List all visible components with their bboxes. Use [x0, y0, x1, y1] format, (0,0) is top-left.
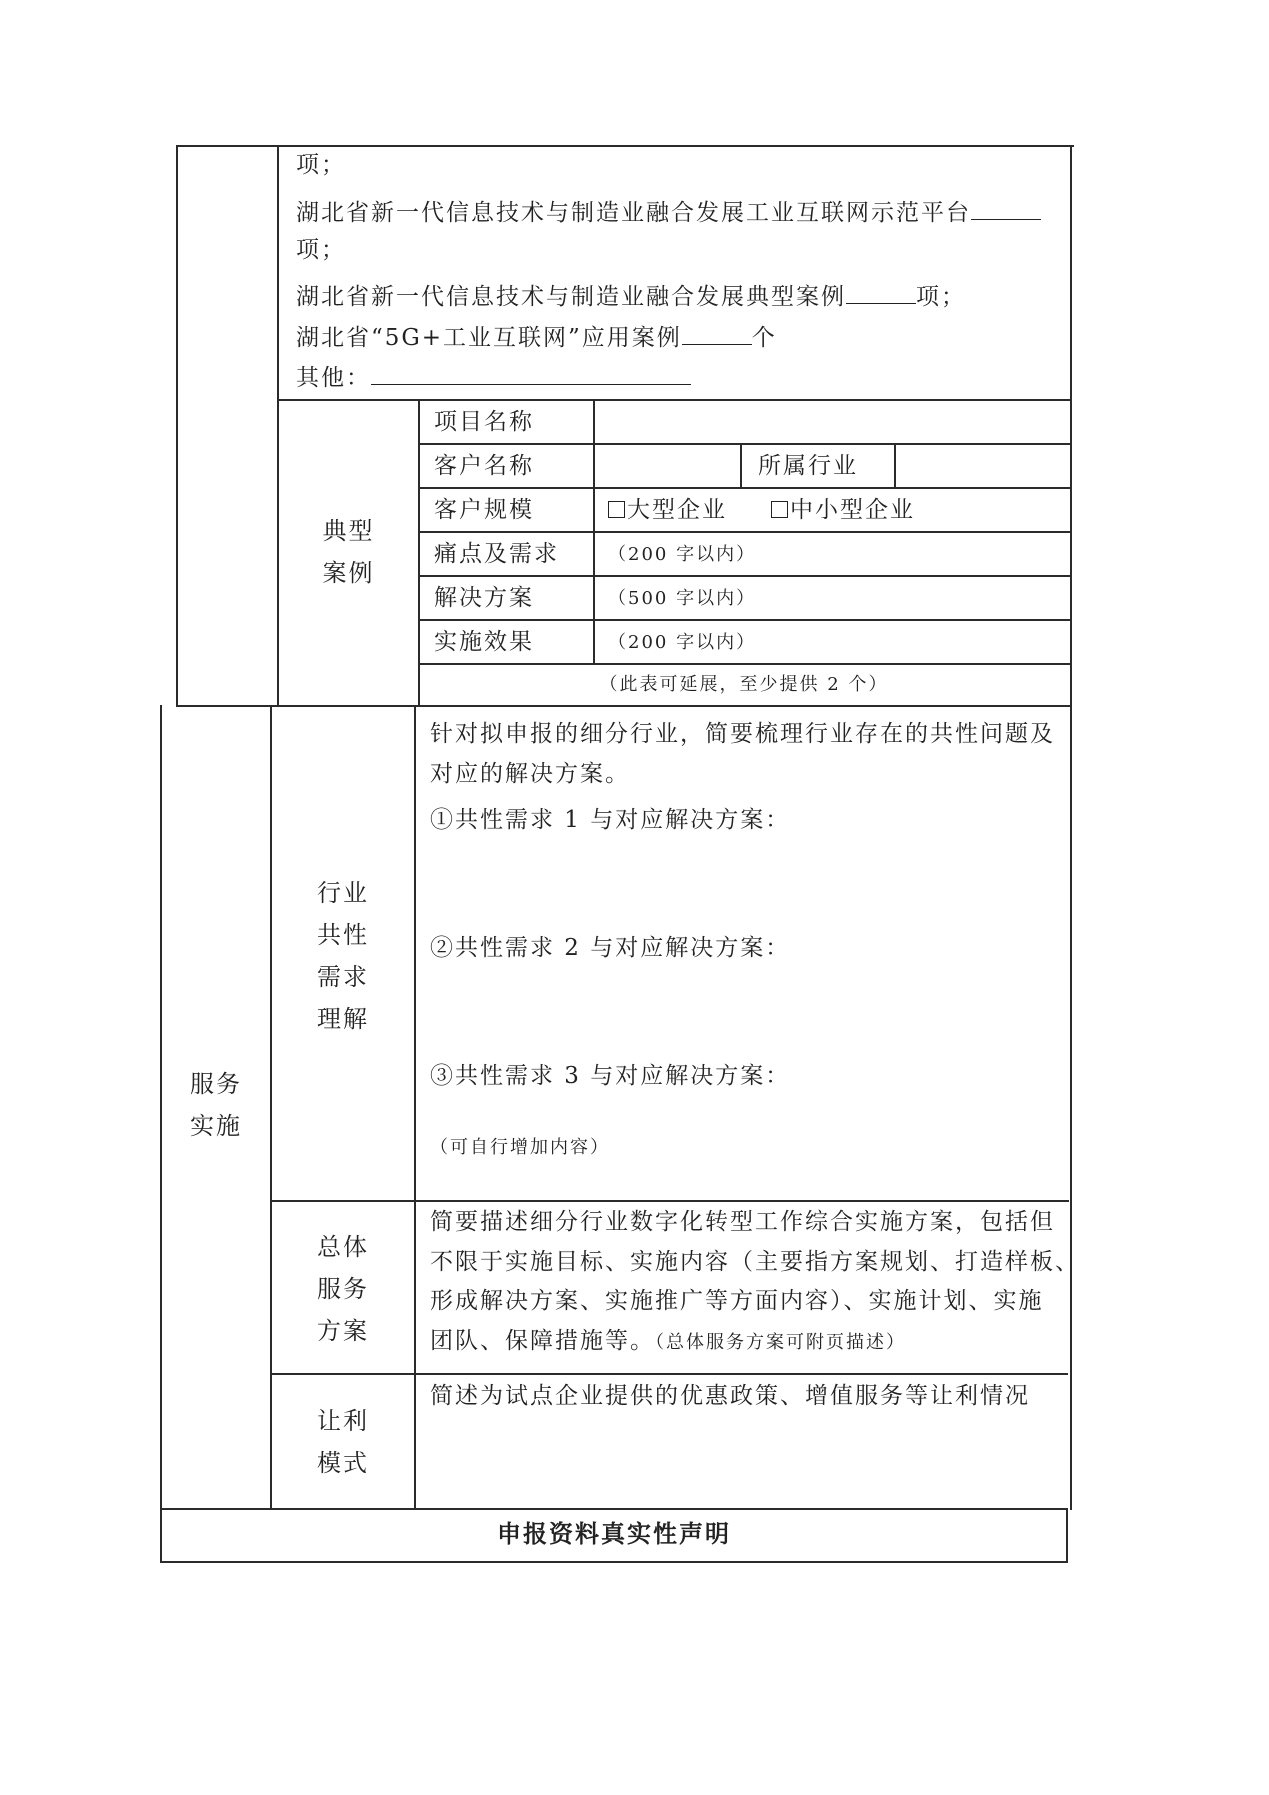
rule-right-bottom: [1066, 1508, 1068, 1563]
rule-col5: [740, 443, 742, 489]
rule-top: [176, 145, 1074, 147]
effect-hint: （200 字以内）: [608, 632, 757, 653]
scale-large-label: 大型企业: [627, 497, 727, 523]
row-customer-name: 客户名称: [434, 453, 534, 479]
plan-line-1: 简要描述细分行业数字化转型工作综合实施方案，包括但: [430, 1209, 1055, 1235]
fill-blank[interactable]: [971, 199, 1041, 220]
rule-row: [418, 531, 1071, 533]
overall-plan-label-2: 服务: [317, 1275, 369, 1303]
industry-needs-label-3: 需求: [317, 963, 369, 991]
scale-sme-label: 中小型企业: [790, 497, 915, 523]
rule-row: [418, 575, 1071, 577]
fill-blank[interactable]: [371, 364, 691, 385]
rule-col3: [418, 399, 420, 707]
rule-row: [418, 663, 1071, 665]
cont-line-6-text: 其他：: [296, 365, 371, 391]
industry-needs-label-4: 理解: [317, 1005, 369, 1033]
row-project-name: 项目名称: [434, 409, 534, 435]
overall-plan-label-1: 总体: [317, 1233, 369, 1261]
fill-blank[interactable]: [682, 324, 752, 345]
cont-line-4-text: 湖北省新一代信息技术与制造业融合发展典型案例: [296, 284, 846, 310]
cont-line-4-unit: 项；: [916, 284, 966, 310]
overall-plan-label: [272, 1226, 414, 1352]
checkbox-sme[interactable]: [771, 501, 788, 518]
industry-needs-label-2: 共性: [317, 921, 369, 949]
industry-needs-label: [272, 872, 414, 1040]
typical-case-label-1: 典型: [322, 517, 375, 545]
rule-case-top: [277, 399, 1071, 401]
rule-col3-lower: [414, 705, 416, 1510]
needs-add-note: （可自行增加内容）: [430, 1137, 610, 1158]
row-customer-scale: 客户规模: [434, 497, 534, 523]
profit-model-label-2: 模式: [317, 1449, 369, 1477]
need-3: ③共性需求 3 与对应解决方案：: [430, 1063, 791, 1089]
checkbox-large[interactable]: [608, 501, 625, 518]
need-1: ①共性需求 1 与对应解决方案：: [430, 807, 791, 833]
row-effect: 实施效果: [434, 629, 534, 655]
rule-bottom: [160, 1561, 1068, 1563]
profit-model-label-1: 让利: [317, 1407, 369, 1435]
rule-right: [1070, 145, 1072, 1510]
rule-col2: [277, 145, 279, 707]
service-label: [162, 1063, 270, 1147]
cont-line-2: [296, 198, 1041, 228]
rule-col4: [593, 399, 595, 665]
rule-case-bottom: [176, 705, 1071, 707]
rule-col2-lower: [270, 705, 272, 1510]
cont-line-1: 项；: [296, 152, 346, 178]
rule-service-bottom: [160, 1508, 1068, 1510]
scale-large-option[interactable]: [608, 495, 727, 525]
typical-case-label: [279, 510, 418, 594]
cont-line-5-unit: 个: [751, 325, 777, 351]
profit-model-label: [272, 1400, 414, 1484]
row-pain-points: 痛点及需求: [434, 541, 559, 567]
rule-row: [418, 487, 1071, 489]
typical-case-label-2: 案例: [322, 559, 375, 587]
profit-model-text: 简述为试点企业提供的优惠政策、增值服务等让利情况: [430, 1383, 1030, 1409]
cont-line-3: 项；: [296, 237, 346, 263]
plan-line-4-text: 团队、保障措施等。: [430, 1328, 655, 1354]
cont-line-4: [296, 282, 966, 312]
overall-plan-label-3: 方案: [317, 1317, 369, 1345]
plan-line-2: 不限于实施目标、实施内容（主要指方案规划、打造样板、: [430, 1249, 1080, 1275]
solution-hint: （500 字以内）: [608, 588, 757, 609]
row-industry: 所属行业: [758, 453, 858, 479]
rule-plan-bottom: [270, 1373, 1068, 1375]
rule-left-upper: [176, 145, 178, 707]
plan-line-4-note: （总体服务方案可附页描述）: [655, 1332, 906, 1353]
rule-needs-bottom: [272, 1200, 1069, 1202]
cont-line-2-text: 湖北省新一代信息技术与制造业融合发展工业互联网示范平台: [296, 200, 971, 226]
rule-col6: [894, 443, 896, 489]
rule-row: [418, 443, 1071, 445]
cont-line-5-text: 湖北省“5G+工业互联网”应用案例: [296, 325, 682, 351]
fill-blank[interactable]: [846, 283, 916, 304]
plan-line-3: 形成解决方案、实施推广等方面内容）、实施计划、实施: [430, 1288, 1044, 1314]
industry-needs-label-1: 行业: [317, 879, 369, 907]
scale-sme-option[interactable]: [771, 495, 915, 525]
need-2: ②共性需求 2 与对应解决方案：: [430, 935, 791, 961]
service-label-1: 服务: [190, 1070, 242, 1098]
needs-intro-2: 对应的解决方案。: [430, 761, 630, 787]
plan-line-4: [430, 1326, 906, 1358]
service-label-2: 实施: [190, 1112, 242, 1140]
pain-points-hint: （200 字以内）: [608, 544, 757, 565]
needs-intro-1: 针对拟申报的细分行业，简要梳理行业存在的共性问题及: [430, 721, 1055, 747]
declaration-title: 申报资料真实性声明: [497, 1520, 731, 1548]
rule-row: [418, 619, 1071, 621]
row-solution: 解决方案: [434, 585, 534, 611]
extend-note: （此表可延展，至少提供 2 个）: [599, 674, 889, 695]
cont-line-6: [296, 363, 691, 393]
cont-line-5: [296, 323, 777, 353]
